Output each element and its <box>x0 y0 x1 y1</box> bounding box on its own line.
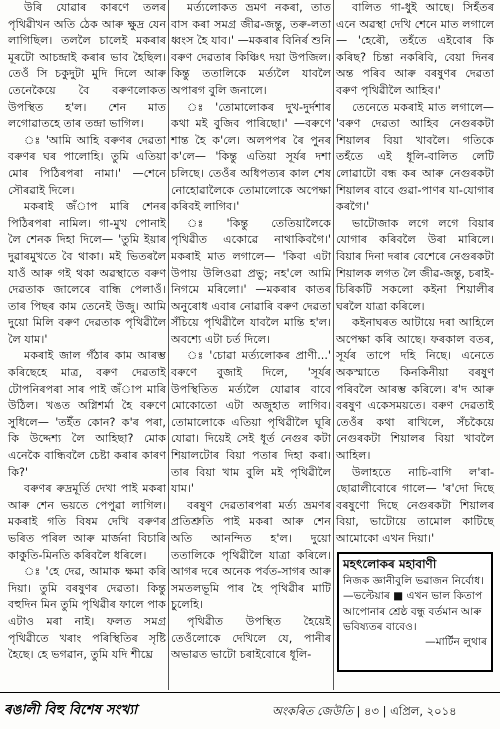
footer-info <box>272 703 457 722</box>
text-column-2 <box>171 0 331 688</box>
paragraph: ঃ 'তোমালোকৰ দুখ-দুৰ্দশাৰ কথা মই বুজিব পাৰিছো।' —বৰুণে শান্ত হৈ ক'লে। অলপপৰ ৰৈ পুনৰ ক'লে— 'কিন্তু এতিয়া সূৰ্যৰ দশা চলিছে। তেওঁৰ অধিপত্যৰ কাল শেষ নোহোৱালৈকে তোমালোকে অপেক্ষা কৰিবই লাগিব।' <box>171 100 331 214</box>
paragraph: তেনেতে মকৰাই মাত লগালে— 'বৰুণ দেৱতা আহিব নেগুৰকটা শিয়ালৰ বিয়া খাবলৈ। গতিকে তহঁতে এই ধূলি-বালিত লেটি লোৱাটো বন্ধ কৰ আৰু নেগুৰকটা শিয়ালৰ বাবে গুৱা-পাণৰ যা-যোগাৰ কৰগৈ।' <box>336 100 494 214</box>
quote-text: নিজক জ্ঞানীবুলি ভৱাজন নিৰ্বোধ। —ভল্টেয়াৰ ■ এখন ভাল কিতাপ আপোনাৰ শ্ৰেষ্ঠ বন্ধু বৰ্তমান আৰু ভবিষ্যতৰ বাবেও। <box>343 575 485 633</box>
page-footer <box>0 692 500 729</box>
paragraph: ঃ 'আমি আহি বৰুণৰ দেৱতা বৰুণৰ ঘৰ পালোহি। তুমি এতিয়া মোৰ পিঠিৰপৰা নামা।' —শেনে সৌৰৱাই দিলে। <box>8 133 166 197</box>
quote-box <box>337 552 493 672</box>
quote-box-title: মহৎলোকৰ মহাবাণী <box>343 557 437 571</box>
paragraph: পৃথিৱীত উপস্থিত হৈয়েই তেওঁলোকে দেখিলে যে, পানীৰ অভাৱত ভাটো চৰাইবোৰে ধূলি- <box>171 614 331 662</box>
paragraph: ঃ 'কিন্তু তেতিয়ালৈকে পৃথিৱীত একোৱে নাথাকিবগৈ।' মকৰাই মাত লগালে— 'কিবা এটা উপায় উলিওৱা প্ৰভু; নহ'লে আমি নিগমে মৰিলো।' —মকৰাৰ কাতৰ অনুৰোধ এবাৰ নোৱাৰি বৰুণ দেৱতা সঁচিয়ে পৃথিৱীলৈ যাবলৈ মান্তি হ'ল। অবশ্যে এটা চৰ্ত দিলে। <box>171 216 331 346</box>
special-issue-logo: ৰঙালী বিহু বিশেষ সংখ্যা <box>4 702 138 718</box>
footer-sep: | <box>356 704 365 718</box>
paragraph: মকৰাই জাল গঁঠাৰ কাম আৰম্ভ কৰিছেহে মাত্ৰ, বৰুণ দেৱতাই টোপনিৰপৰা সাৰ পাই জঁাপ মাৰি উঠিল। খঙত অগ্নিশৰ্মা হৈ বৰুণে সুধিলে— 'তইঁত কোন? ক'ৰ পৰা, কি উদ্দেশ্য লৈ আহিছা? মোক এনেকৈ বান্ধিবলৈ চেষ্টা কৰাৰ কাৰণ কি?' <box>8 349 166 479</box>
paragraph: মৰ্ত্যলোকত ভ্ৰমণ নকৰা, তাত বাস কৰা সমগ্ৰ জীৱ-জন্তু, তৰু-লতা ধ্বংস হৈ যাব।' —মকৰাৰ বিনিৰ্ৰ শুনি বৰুণ দেৱতাৰ কিঞ্চিৎ দয়া উপজিল। কিন্তু ততালিকে মৰ্ত্যলৈ যাবলৈ অপাৰগ বুলি জনালে। <box>171 1 331 97</box>
text-column-1 <box>8 0 166 688</box>
paragraph: ঃ 'চোৱা মৰ্ত্যলোকৰ প্ৰাণী...' বৰুণে বুজাই দিলে, 'সূৰ্যৰ উপস্থিতিত মৰ্ত্যলৈ যোৱাৰ বাবে মোকোতো এটা অজুহাত লাগিব। তোমালোকে এতিয়া পৃথিৱীলৈ ঘূৰি যোৱা। দিয়েই সেই ধূৰ্ত নেগুৰ কটা শিয়ালটোৰ বিয়া পতাৰ দিহা কৰা। তাৰ বিয়া খাম বুলি মই পৃথিৱীলৈ যাম।' <box>171 349 331 496</box>
paragraph: বালিত গা-ধুই আছে। সিহঁতৰ এনে অৱস্থা দেখি শেনে মাত লগালে— 'হেৰৌ, তহঁতে এইবোৰ কি কৰিছ? চিন্তা নকৰিবি, বেয়া দিনৰ অন্ত পৰিব আৰু বৰষুণৰ দেৱতা বৰুণ পৃথিৱীলৈ আহিব।' <box>336 1 494 97</box>
column-divider <box>333 0 334 690</box>
page-number: ৪৩ <box>364 704 379 718</box>
paragraph: উৰি যোৱাৰ কাৰণে তলৰ পৃথিৱীখন অতি ঠেক আৰু ক্ষুদ্ৰ যেন লাগিছিল। তললৈ চালেই মকৰাৰ মূৰটো আচন্দ্ৰাই কৰাৰ ভাব হৈছিল। তেওঁ সি চকুদুটা মুদি দিলে আৰু তেনেকৈয়ে বৈ বৰুণলোকত উপস্থিত হ'ল। শেন মাত লগোৱাতহে তাৰ তন্দ্ৰা ভাগিল। <box>8 1 166 131</box>
magazine-name: অংকৰিত জেউতি <box>272 704 353 718</box>
paragraph: ঃ 'হে দেৱ, আমাক ক্ষমা কৰি দিয়া। তুমি বৰষুণৰ দেৱতা। কিন্তু বহুদিন মিন তুমি পৃথিৱীৰ ফালে পাক এটাও মৰা নাই। ফলত সমগ্ৰ পৃথিৱীতে খৰাং পৰিস্থিতিৰ সৃষ্টি হৈছে। হে ভগৱান, তুমি যদি শীঘ্ৰে <box>8 565 166 662</box>
issue-date: এপ্ৰিল, ২০১৪ <box>390 704 457 718</box>
paragraph: উলাহতে নাচি-বাগি ল'ৰা-ছোৱালীবোৰে গালে— 'ৰ'দো দিছে বৰষুণো দিছে নেগুৰকটা শিয়ালৰ বিয়া, ভাটোয়ে তামোল কাটিছে আমোকো এখন দিয়া।' <box>336 465 494 545</box>
paragraph: বৰষুণ দেৱতাৰপৰা মৰ্ত্য ভ্ৰমণৰ প্ৰতিশ্ৰুতি পাই মকৰা আৰু শেন অতি আনন্দিত হ'ল। দুয়ো ততালিকে পৃথিৱীলৈ যাত্ৰা কৰিলে। আগৰ দৰে অনেক পৰ্বত-সাগৰ আৰু সমতলভূমি পাৰ হৈ পৃথিৱীৰ মাটি চুলেহি। <box>171 498 331 612</box>
quote-author: —মাৰ্টিন লুথাৰ <box>425 636 487 649</box>
footer-sep: | <box>382 704 391 718</box>
paragraph: কইনাঘৰত আটায়ে দৰা আহিলে অপেক্ষা কৰি আছে। ফৰকাল বতৰ, সূৰ্যৰ তাপে দহি নিছে। এনেতে অকস্মাতে কিনকিনীয়া বৰষুণ পৰিবলৈ আৰম্ভ কৰিলে। ৰ'দ আৰু বৰষুণ একেসময়তে। বৰুণ দেৱতাই তেওঁৰ কথা ৰাখিলে, সঁচকৈয়ে নেগুৰকটা শিয়ালৰ বিয়া খাবলৈ আহিল। <box>336 316 494 463</box>
column-divider <box>168 0 169 690</box>
paragraph: মকৰাই জঁাপ মাৰি শেনৰ পিঠিৰপৰা নামিল। গা-মুখ পোনাই লৈ শেনক দিহা দিলে— 'তুমি ইয়াৰ দুৱাৰমুখতে বৈ থাকা। মই ভিতৰলৈ যাওঁ আৰু গই থকা অৱস্থাতে বৰুণ দেৱতাক জালেৰে বান্ধি পেলাওঁ। তাৰ পিছৰ কাম তেনেই উজু। আমি দুয়ো মিলি বৰুণ দেৱতাক পৃথিৱীলৈ লৈ যাম।' <box>8 200 166 346</box>
paragraph: ভাটোজাক লগে লগে বিয়াৰ যোগাৰ কৰিবলৈ উৰা মাৰিলে। বিয়াৰ দিনা দৰাৰ বেশেৰে নেগুৰকটা শিয়ালক লগত লৈ জীৱ-জন্তু, চৰাই-চিৰিকটি সকলো কইনা শিয়ালীৰ ঘৰলৈ যাত্ৰা কৰিলে। <box>336 216 494 313</box>
paragraph: বৰুণৰ ৰুদ্ৰমূৰ্তি দেখা পাই মকৰা আৰু শেন ভয়তে পেপুৱা লাগিল। মকৰাই গতি বিষম দেখি বৰুণৰ ভৰিত পৰিল আৰু মাৰ্জনা বিচাৰি কাকুতি-মিনতি কৰিবলৈ ধৰিলে। <box>8 482 166 562</box>
